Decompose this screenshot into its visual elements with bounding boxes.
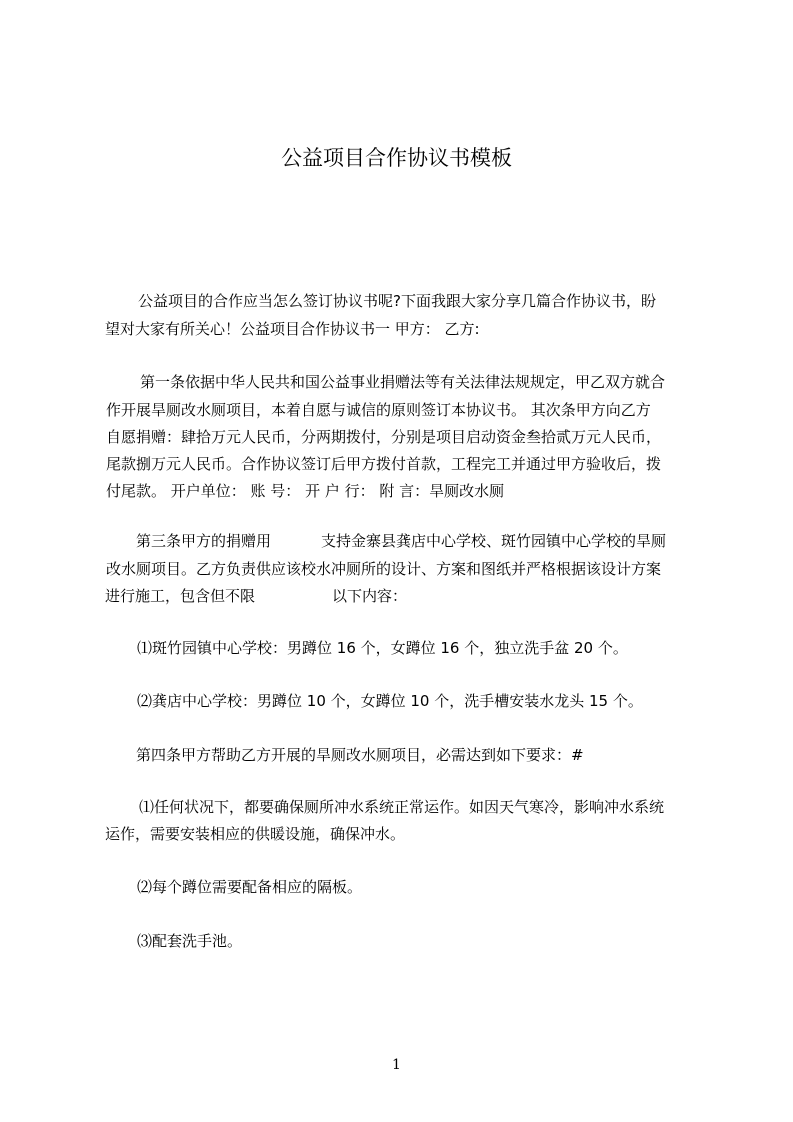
page-number: 1 bbox=[392, 1057, 401, 1073]
article-1-line-1: 第一条依据中华人民共和国公益事业捐赠法等有关法律法规规定，甲乙双方就合 bbox=[140, 373, 666, 391]
requirement-1-line-2: 运作，需要安装相应的供暖设施，确保冲水。 bbox=[105, 825, 406, 843]
article-3-line-1 bbox=[136, 531, 666, 551]
article-1-line-4: 尾款捌万元人民币。合作协议签订后甲方拨付首款，工程完工并通过甲方验收后，拨 bbox=[106, 455, 662, 473]
requirement-1-line-1: ⑴任何状况下，都要确保厕所冲水系统正常运作。如因天气寒冷，影响冲水系统 bbox=[139, 798, 665, 816]
article-3-line-3-part-a: 进行施工，包含但不限 bbox=[105, 587, 256, 605]
item-2: ⑵龚店中心学校：男蹲位 10 个，女蹲位 10 个，洗手槽安装水龙头 15 个。 bbox=[137, 692, 643, 710]
intro-line-2: 望对大家有所关心！公益项目合作协议书一 甲方： 乙方: bbox=[105, 320, 480, 338]
article-3-line-1-part-a: 第三条甲方的捐赠用 bbox=[136, 532, 272, 550]
article-3-line-2: 改水厕项目。乙方负责供应该校水冲厕所的设计、方案和图纸并严格根据该设计方案 bbox=[106, 560, 662, 578]
article-3-line-1-part-b: 支持金寨县龚店中心学校、斑竹园镇中心学校的旱厕 bbox=[321, 532, 667, 550]
requirement-3: ⑶配套洗手池。 bbox=[137, 932, 243, 950]
item-1: ⑴斑竹园镇中心学校：男蹲位 16 个，女蹲位 16 个，独立洗手盆 20 个。 bbox=[137, 639, 628, 657]
article-4: 第四条甲方帮助乙方开展的旱厕改水厕项目，必需达到如下要求：# bbox=[136, 746, 584, 764]
requirement-2: ⑵每个蹲位需要配备相应的隔板。 bbox=[137, 878, 363, 896]
article-3-line-3-part-b: 以下内容： bbox=[332, 587, 408, 605]
document-title: 公益项目合作协议书模板 bbox=[281, 146, 512, 170]
article-1-line-3: 自愿捐赠：肆拾万元人民币，分两期拨付，分别是项目启动资金叁拾贰万元人民币， bbox=[106, 428, 662, 446]
article-1-line-5: 付尾款。 开户单位： 账 号： 开 户 行： 附 言：旱厕改水厕 bbox=[106, 482, 505, 500]
article-1-line-2: 作开展旱厕改水厕项目，本着自愿与诚信的原则签订本协议书。 其次条甲方向乙方 bbox=[106, 401, 651, 419]
intro-line-1: 公益项目的合作应当怎么签订协议书呢?下面我跟大家分享几篇合作协议书，盼 bbox=[138, 292, 656, 310]
article-3-line-3 bbox=[105, 586, 407, 606]
